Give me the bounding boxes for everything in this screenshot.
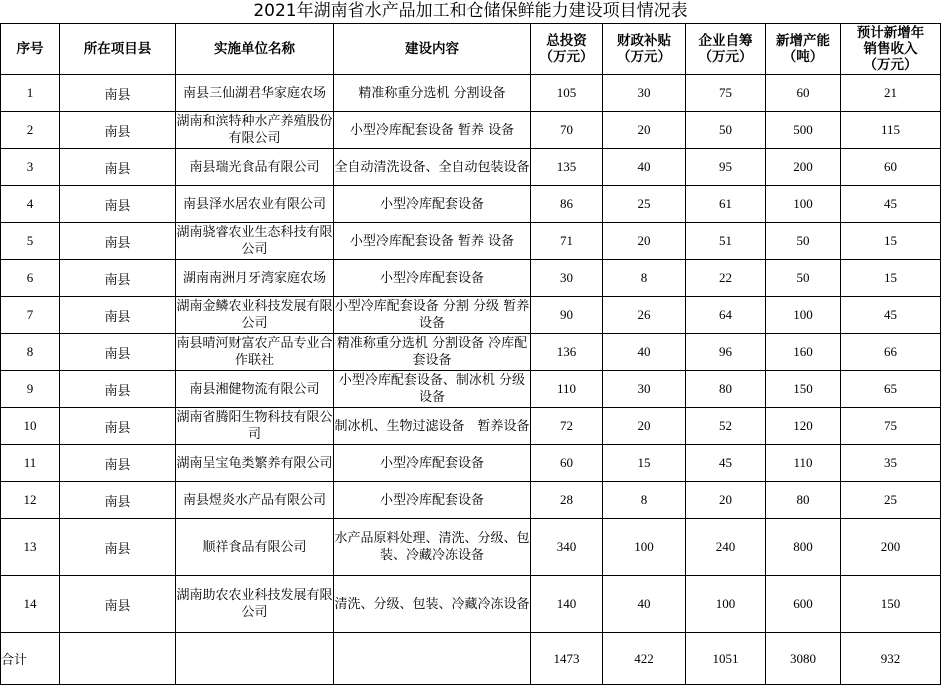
table-row bbox=[1, 445, 941, 482]
cell-total-investment[interactable]: 28 bbox=[531, 482, 603, 519]
cell-total-investment[interactable]: 140 bbox=[531, 576, 603, 633]
cell-subsidy[interactable]: 100 bbox=[603, 519, 686, 576]
cell-capacity[interactable]: 100 bbox=[766, 297, 841, 334]
cell-subsidy[interactable]: 40 bbox=[603, 576, 686, 633]
cell-unit[interactable]: 南县湘健物流有限公司 bbox=[176, 371, 334, 408]
cell-capacity[interactable]: 50 bbox=[766, 223, 841, 260]
cell-county[interactable]: 南县 bbox=[60, 297, 176, 334]
table-row bbox=[1, 260, 941, 297]
header-seq[interactable]: 序号 bbox=[1, 24, 60, 75]
cell-content[interactable]: 小型冷库配套设备 bbox=[334, 482, 531, 519]
table-row bbox=[1, 186, 941, 223]
cell-capacity[interactable]: 500 bbox=[766, 112, 841, 149]
totals-total-investment[interactable]: 1473 bbox=[531, 633, 603, 685]
cell-capacity[interactable]: 600 bbox=[766, 576, 841, 633]
cell-sales[interactable]: 150 bbox=[841, 576, 941, 633]
cell-self-funded[interactable]: 95 bbox=[686, 149, 766, 186]
cell-content[interactable]: 全自动清洗设备、全自动包装设备 bbox=[334, 149, 531, 186]
cell-subsidy[interactable]: 40 bbox=[603, 334, 686, 371]
totals-unit[interactable] bbox=[176, 633, 334, 685]
table-row bbox=[1, 371, 941, 408]
table-row bbox=[1, 519, 941, 576]
cell-content[interactable]: 小型冷库配套设备 bbox=[334, 186, 531, 223]
totals-subsidy[interactable]: 422 bbox=[603, 633, 686, 685]
header-row bbox=[1, 24, 941, 75]
table-row bbox=[1, 75, 941, 112]
cell-seq[interactable]: 1 bbox=[1, 75, 60, 112]
table-row bbox=[1, 408, 941, 445]
cell-county[interactable]: 南县 bbox=[60, 482, 176, 519]
cell-sales[interactable]: 66 bbox=[841, 334, 941, 371]
cell-content[interactable]: 精准称重分选机 分割设备 冷库配套设备 bbox=[334, 334, 531, 371]
cell-total-investment[interactable]: 71 bbox=[531, 223, 603, 260]
cell-content[interactable]: 小型冷库配套设备 分割 分级 暂养设备 bbox=[334, 297, 531, 334]
cell-total-investment[interactable]: 86 bbox=[531, 186, 603, 223]
header-self-funded[interactable]: 企业自筹 （万元） bbox=[686, 24, 766, 75]
cell-capacity[interactable]: 160 bbox=[766, 334, 841, 371]
cell-seq[interactable]: 6 bbox=[1, 260, 60, 297]
cell-sales[interactable]: 21 bbox=[841, 75, 941, 112]
totals-capacity[interactable]: 3080 bbox=[766, 633, 841, 685]
cell-content[interactable]: 精准称重分选机 分割设备 bbox=[334, 75, 531, 112]
totals-sales[interactable]: 932 bbox=[841, 633, 941, 685]
cell-self-funded[interactable]: 51 bbox=[686, 223, 766, 260]
cell-subsidy[interactable]: 25 bbox=[603, 186, 686, 223]
cell-seq[interactable]: 9 bbox=[1, 371, 60, 408]
cell-seq[interactable]: 4 bbox=[1, 186, 60, 223]
cell-capacity[interactable]: 800 bbox=[766, 519, 841, 576]
cell-subsidy[interactable]: 20 bbox=[603, 223, 686, 260]
sheet-title: 2021年湖南省水产品加工和仓储保鲜能力建设项目情况表 bbox=[253, 1, 688, 21]
cell-self-funded[interactable]: 50 bbox=[686, 112, 766, 149]
table-row bbox=[1, 112, 941, 149]
cell-self-funded[interactable]: 75 bbox=[686, 75, 766, 112]
cell-self-funded[interactable]: 240 bbox=[686, 519, 766, 576]
cell-sales[interactable]: 200 bbox=[841, 519, 941, 576]
cell-subsidy[interactable]: 30 bbox=[603, 75, 686, 112]
cell-unit[interactable]: 湖南南洲月牙湾家庭农场 bbox=[176, 260, 334, 297]
cell-subsidy[interactable]: 8 bbox=[603, 260, 686, 297]
cell-total-investment[interactable]: 70 bbox=[531, 112, 603, 149]
cell-capacity[interactable]: 150 bbox=[766, 371, 841, 408]
cell-self-funded[interactable]: 64 bbox=[686, 297, 766, 334]
table-row bbox=[1, 223, 941, 260]
table-row bbox=[1, 297, 941, 334]
cell-county[interactable]: 南县 bbox=[60, 408, 176, 445]
cell-subsidy[interactable]: 40 bbox=[603, 149, 686, 186]
cell-sales[interactable]: 45 bbox=[841, 186, 941, 223]
totals-self-funded[interactable]: 1051 bbox=[686, 633, 766, 685]
cell-total-investment[interactable]: 30 bbox=[531, 260, 603, 297]
cell-county[interactable]: 南县 bbox=[60, 334, 176, 371]
cell-subsidy[interactable]: 15 bbox=[603, 445, 686, 482]
cell-unit[interactable]: 南县瑞光食品有限公司 bbox=[176, 149, 334, 186]
cell-subsidy[interactable]: 8 bbox=[603, 482, 686, 519]
cell-self-funded[interactable]: 96 bbox=[686, 334, 766, 371]
cell-unit[interactable]: 湖南省腾阳生物科技有限公司 bbox=[176, 408, 334, 445]
totals-row bbox=[1, 633, 941, 685]
cell-capacity[interactable]: 50 bbox=[766, 260, 841, 297]
cell-seq[interactable]: 11 bbox=[1, 445, 60, 482]
cell-content[interactable]: 小型冷库配套设备 bbox=[334, 445, 531, 482]
cell-content[interactable]: 水产品原料处理、清洗、分级、包装、冷藏冷冻设备 bbox=[334, 519, 531, 576]
cell-subsidy[interactable]: 30 bbox=[603, 371, 686, 408]
cell-seq[interactable]: 3 bbox=[1, 149, 60, 186]
totals-label[interactable]: 合计 bbox=[1, 633, 60, 685]
cell-county[interactable]: 南县 bbox=[60, 519, 176, 576]
cell-self-funded[interactable]: 20 bbox=[686, 482, 766, 519]
cell-self-funded[interactable]: 22 bbox=[686, 260, 766, 297]
cell-total-investment[interactable]: 135 bbox=[531, 149, 603, 186]
cell-unit[interactable]: 湖南呈宝龟类繁养有限公司 bbox=[176, 445, 334, 482]
cell-sales[interactable]: 75 bbox=[841, 408, 941, 445]
header-total-investment[interactable]: 总投资 （万元） bbox=[531, 24, 603, 75]
header-subsidy[interactable]: 财政补贴 （万元） bbox=[603, 24, 686, 75]
cell-county[interactable]: 南县 bbox=[60, 186, 176, 223]
header-sales[interactable]: 预计新增年 销售收入 （万元） bbox=[841, 24, 941, 75]
cell-seq[interactable]: 12 bbox=[1, 482, 60, 519]
cell-total-investment[interactable]: 72 bbox=[531, 408, 603, 445]
table-row bbox=[1, 334, 941, 371]
project-table bbox=[0, 23, 941, 685]
cell-content[interactable]: 小型冷库配套设备、制冰机 分级设备 bbox=[334, 371, 531, 408]
totals-content[interactable] bbox=[334, 633, 531, 685]
table-row bbox=[1, 149, 941, 186]
cell-county[interactable]: 南县 bbox=[60, 371, 176, 408]
cell-self-funded[interactable]: 80 bbox=[686, 371, 766, 408]
cell-capacity[interactable]: 110 bbox=[766, 445, 841, 482]
cell-total-investment[interactable]: 60 bbox=[531, 445, 603, 482]
cell-content[interactable]: 小型冷库配套设备 暂养 设备 bbox=[334, 223, 531, 260]
totals-county[interactable] bbox=[60, 633, 176, 685]
cell-sales[interactable]: 35 bbox=[841, 445, 941, 482]
cell-content[interactable]: 制冰机、生物过滤设备 暂养设备 bbox=[334, 408, 531, 445]
cell-unit[interactable]: 湖南助农农业科技发展有限公司 bbox=[176, 576, 334, 633]
cell-capacity[interactable]: 100 bbox=[766, 186, 841, 223]
cell-unit[interactable]: 南县晴河财富农产品专业合作联社 bbox=[176, 334, 334, 371]
cell-seq[interactable]: 10 bbox=[1, 408, 60, 445]
table-row bbox=[1, 482, 941, 519]
cell-county[interactable]: 南县 bbox=[60, 149, 176, 186]
cell-county[interactable]: 南县 bbox=[60, 260, 176, 297]
header-content[interactable]: 建设内容 bbox=[334, 24, 531, 75]
cell-sales[interactable]: 25 bbox=[841, 482, 941, 519]
cell-seq[interactable]: 7 bbox=[1, 297, 60, 334]
cell-seq[interactable]: 14 bbox=[1, 576, 60, 633]
cell-self-funded[interactable]: 61 bbox=[686, 186, 766, 223]
cell-unit[interactable]: 湖南骁睿农业生态科技有限公司 bbox=[176, 223, 334, 260]
cell-capacity[interactable]: 60 bbox=[766, 75, 841, 112]
cell-content[interactable]: 清洗、分级、包装、冷藏冷冻设备 bbox=[334, 576, 531, 633]
cell-sales[interactable]: 15 bbox=[841, 260, 941, 297]
cell-sales[interactable]: 45 bbox=[841, 297, 941, 334]
cell-unit[interactable]: 湖南金鳞农业科技发展有限公司 bbox=[176, 297, 334, 334]
cell-county[interactable]: 南县 bbox=[60, 576, 176, 633]
cell-capacity[interactable]: 200 bbox=[766, 149, 841, 186]
cell-unit[interactable]: 顺祥食品有限公司 bbox=[176, 519, 334, 576]
cell-self-funded[interactable]: 100 bbox=[686, 576, 766, 633]
cell-seq[interactable]: 8 bbox=[1, 334, 60, 371]
cell-capacity[interactable]: 80 bbox=[766, 482, 841, 519]
cell-total-investment[interactable]: 110 bbox=[531, 371, 603, 408]
cell-county[interactable]: 南县 bbox=[60, 445, 176, 482]
cell-subsidy[interactable]: 20 bbox=[603, 408, 686, 445]
cell-unit[interactable]: 南县三仙湖君华家庭农场 bbox=[176, 75, 334, 112]
cell-seq[interactable]: 5 bbox=[1, 223, 60, 260]
cell-self-funded[interactable]: 45 bbox=[686, 445, 766, 482]
cell-sales[interactable]: 65 bbox=[841, 371, 941, 408]
cell-total-investment[interactable]: 90 bbox=[531, 297, 603, 334]
cell-total-investment[interactable]: 105 bbox=[531, 75, 603, 112]
cell-unit[interactable]: 南县泽水居农业有限公司 bbox=[176, 186, 334, 223]
header-unit[interactable]: 实施单位名称 bbox=[176, 24, 334, 75]
cell-total-investment[interactable]: 340 bbox=[531, 519, 603, 576]
cell-content[interactable]: 小型冷库配套设备 暂养 设备 bbox=[334, 112, 531, 149]
cell-county[interactable]: 南县 bbox=[60, 223, 176, 260]
cell-sales[interactable]: 115 bbox=[841, 112, 941, 149]
cell-county[interactable]: 南县 bbox=[60, 112, 176, 149]
cell-self-funded[interactable]: 52 bbox=[686, 408, 766, 445]
cell-unit[interactable]: 南县煜炎水产品有限公司 bbox=[176, 482, 334, 519]
cell-sales[interactable]: 15 bbox=[841, 223, 941, 260]
header-county[interactable]: 所在项目县 bbox=[60, 24, 176, 75]
cell-subsidy[interactable]: 26 bbox=[603, 297, 686, 334]
cell-sales[interactable]: 60 bbox=[841, 149, 941, 186]
table-row bbox=[1, 576, 941, 633]
cell-total-investment[interactable]: 136 bbox=[531, 334, 603, 371]
header-capacity[interactable]: 新增产能 （吨） bbox=[766, 24, 841, 75]
cell-capacity[interactable]: 120 bbox=[766, 408, 841, 445]
cell-content[interactable]: 小型冷库配套设备 bbox=[334, 260, 531, 297]
cell-seq[interactable]: 2 bbox=[1, 112, 60, 149]
cell-seq[interactable]: 13 bbox=[1, 519, 60, 576]
cell-subsidy[interactable]: 20 bbox=[603, 112, 686, 149]
cell-county[interactable]: 南县 bbox=[60, 75, 176, 112]
cell-unit[interactable]: 湖南和滨特种水产养殖股份有限公司 bbox=[176, 112, 334, 149]
